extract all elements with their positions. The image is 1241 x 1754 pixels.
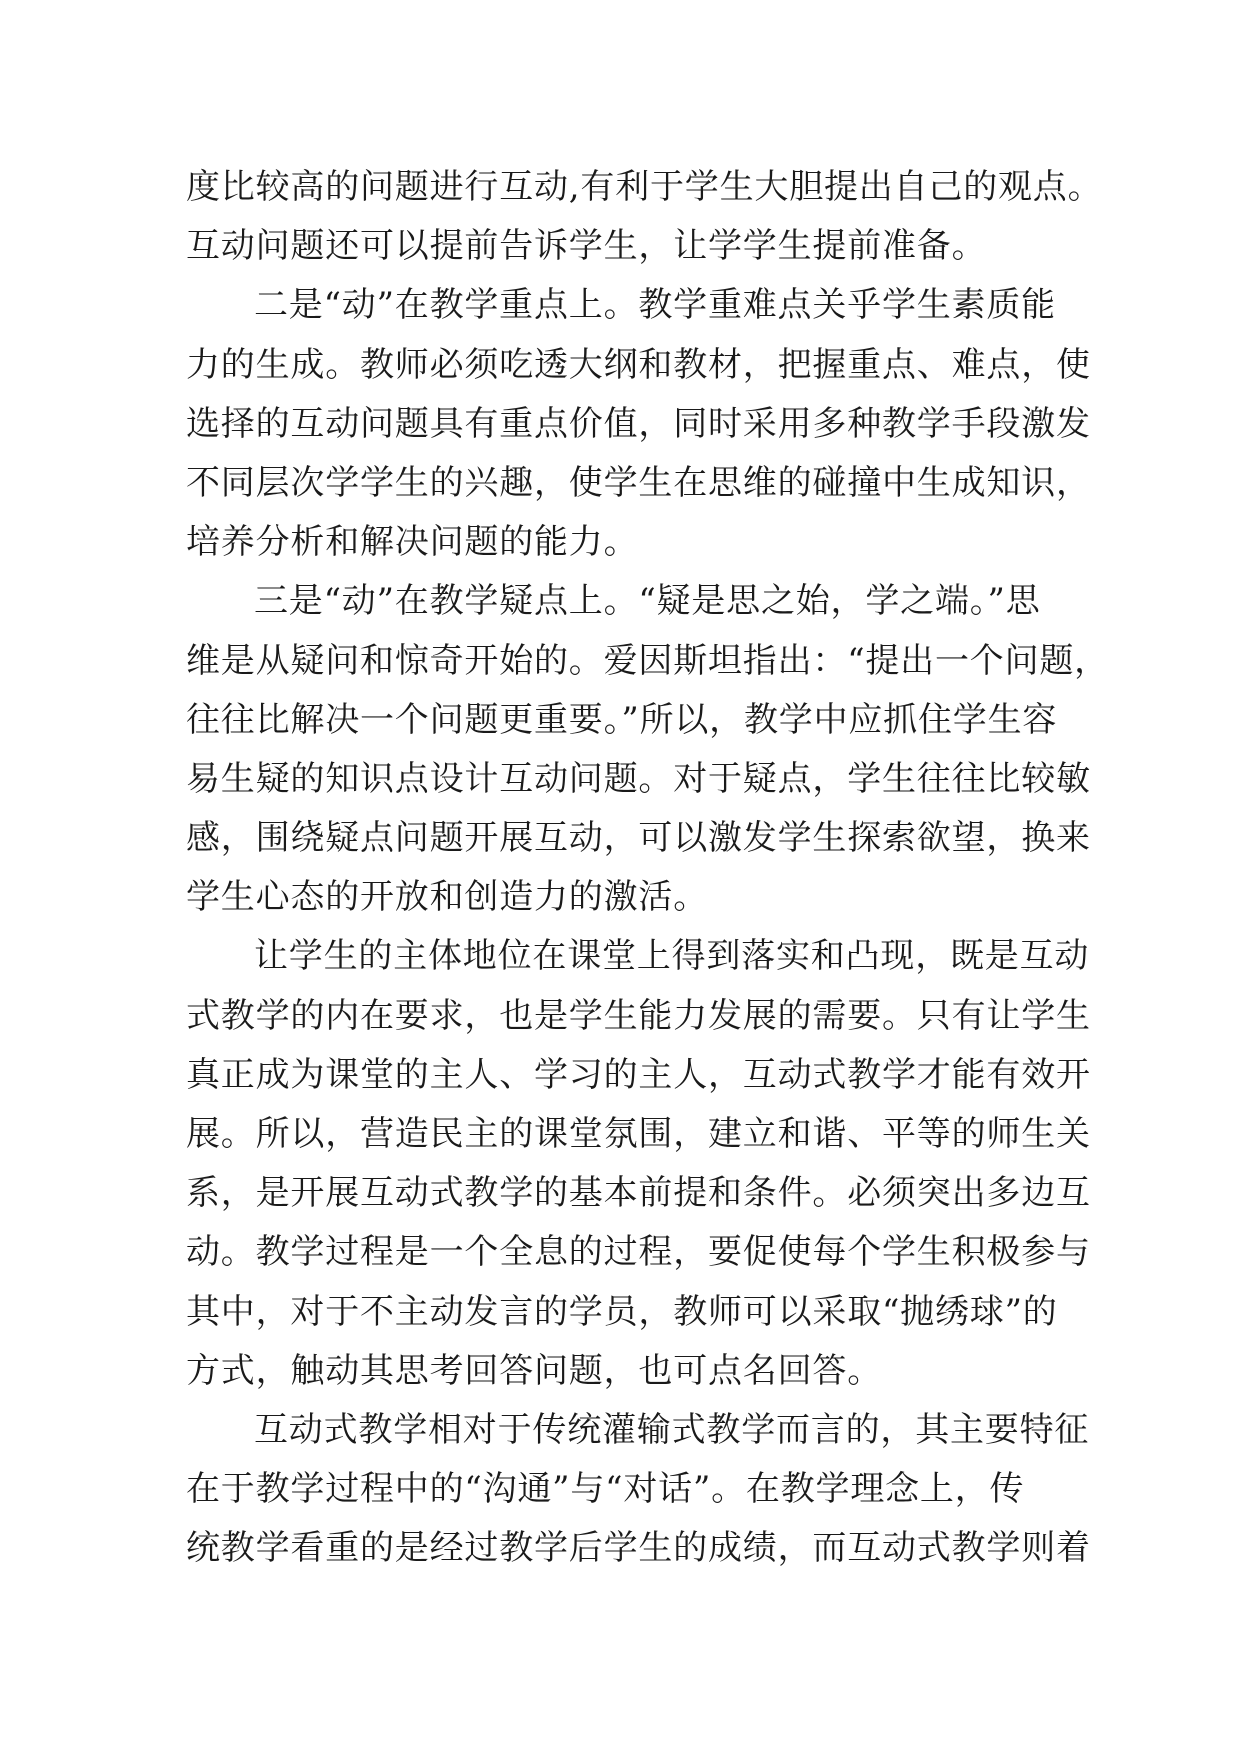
text-line: 二是“动”在教学重点上。教学重难点关乎学生素质能 <box>254 285 1056 326</box>
paragraph-interactive-teaching <box>186 1401 1091 1579</box>
text-line: 易生疑的知识点设计互动问题。对于疑点，学生往往比较敏 <box>186 758 1091 799</box>
text-line: 让学生的主体地位在课堂上得到落实和凸现，既是互动 <box>254 936 1090 977</box>
text-line: 培养分析和解决问题的能力。 <box>186 522 639 563</box>
text-line: 维是从疑问和惊奇开始的。爱因斯坦指出：“提出一个问题， <box>186 640 1109 681</box>
text-line: 方式，触动其思考回答问题，也可点名回答。 <box>186 1350 882 1391</box>
text-line: 三是“动”在教学疑点上。“疑是思之始，学之端。”思 <box>254 581 1041 622</box>
text-line: 动。教学过程是一个全息的过程，要促使每个学生积极参与 <box>186 1232 1091 1273</box>
text-line: 式教学的内在要求，也是学生能力发展的需要。只有让学生 <box>186 995 1091 1036</box>
text-line: 系，是开展互动式教学的基本前提和条件。必须突出多边互 <box>186 1173 1091 1214</box>
body-text <box>186 158 1109 1579</box>
text-line: 不同层次学学生的兴趣，使学生在思维的碰撞中生成知识， <box>186 462 1091 503</box>
text-line: 往往比解决一个问题更重要。”所以，教学中应抓住学生容 <box>186 699 1058 740</box>
text-line: 展。所以，营造民主的课堂氛围，建立和谐、平等的师生关 <box>186 1114 1091 1154</box>
paragraph-continuation <box>186 158 1103 276</box>
text-line: 真正成为课堂的主人、学习的主人，互动式教学才能有效开 <box>186 1054 1091 1095</box>
text-line: 互动式教学相对于传统灌输式教学而言的，其主要特征 <box>254 1409 1090 1450</box>
text-line: 其中，对于不主动发言的学员，教师可以采取“抛绣球”的 <box>186 1291 1058 1332</box>
text-line: 选择的互动问题具有重点价值，同时采用多种教学手段激发 <box>186 403 1091 444</box>
text-line: 感，围绕疑点问题开展互动，可以激发学生探索欲望，换来 <box>186 818 1091 859</box>
paragraph-student-subject <box>186 927 1091 1401</box>
text-line: 在于教学过程中的“沟通”与“对话”。在教学理念上，传 <box>186 1469 1025 1510</box>
text-line: 学生心态的开放和创造力的激活。 <box>186 877 708 918</box>
text-line: 力的生成。教师必须吃透大纲和教材，把握重点、难点，使 <box>186 344 1091 385</box>
paragraph-key-points <box>186 276 1091 572</box>
text-line: 互动问题还可以提前告诉学生，让学学生提前准备。 <box>186 226 987 267</box>
paragraph-doubt-points <box>186 572 1109 927</box>
text-line: 度比较高的问题进行互动,有利于学生大胆提出自己的观点。 <box>186 167 1103 207</box>
text-line: 统教学看重的是经过教学后学生的成绩，而互动式教学则着 <box>186 1528 1091 1569</box>
